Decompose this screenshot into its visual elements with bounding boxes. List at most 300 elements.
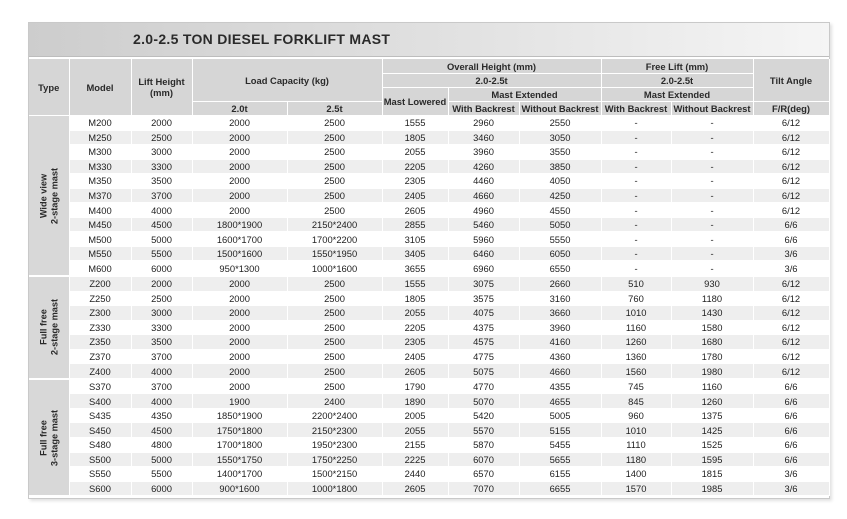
cell-free-with-backrest: -: [601, 174, 671, 189]
cell-tilt-angle: 6/12: [753, 174, 829, 189]
cell-load-25: 2500: [287, 174, 382, 189]
cell-tilt-angle: 6/6: [753, 423, 829, 438]
cell-mast-lowered: 2305: [382, 335, 448, 350]
cell-mast-lowered: 2605: [382, 481, 448, 496]
cell-without-backrest: 5155: [519, 423, 601, 438]
header-free-lift: Free Lift (mm): [601, 59, 753, 74]
cell-tilt-angle: 6/6: [753, 394, 829, 409]
cell-tilt-angle: 3/6: [753, 467, 829, 482]
header-load-capacity: Load Capacity (kg): [192, 59, 382, 102]
header-free-with-backrest: With Backrest: [601, 102, 671, 116]
title-bar: [29, 23, 829, 57]
cell-with-backrest: 4375: [448, 320, 519, 335]
cell-load-20: 1750*1800: [192, 423, 287, 438]
cell-model: Z370: [69, 349, 131, 364]
cell-mast-lowered: 2305: [382, 174, 448, 189]
cell-model: Z300: [69, 306, 131, 321]
group-label-line1: Wide view: [38, 173, 49, 218]
group-label-line1: Full free: [38, 419, 49, 456]
cell-load-25: 2500: [287, 159, 382, 174]
cell-free-with-backrest: 1560: [601, 364, 671, 379]
cell-tilt-angle: 6/12: [753, 335, 829, 350]
cell-without-backrest: 4050: [519, 174, 601, 189]
cell-free-with-backrest: 1010: [601, 423, 671, 438]
cell-load-25: 2500: [287, 291, 382, 306]
table-row: [29, 452, 829, 467]
cell-without-backrest: 3660: [519, 306, 601, 321]
cell-free-with-backrest: 1010: [601, 306, 671, 321]
cell-model: S400: [69, 394, 131, 409]
cell-without-backrest: 4660: [519, 364, 601, 379]
cell-free-with-backrest: 510: [601, 276, 671, 291]
cell-load-25: 2500: [287, 349, 382, 364]
table-row: [29, 364, 829, 379]
cell-free-without-backrest: 1430: [671, 306, 753, 321]
cell-mast-lowered: 2205: [382, 159, 448, 174]
cell-lift-height: 3000: [131, 306, 192, 321]
cell-mast-lowered: 2005: [382, 408, 448, 423]
cell-load-25: 2500: [287, 116, 382, 131]
group-label-line2: 3-stage mast: [48, 409, 59, 466]
cell-free-without-backrest: -: [671, 217, 753, 232]
cell-without-backrest: 6050: [519, 246, 601, 261]
cell-with-backrest: 4260: [448, 159, 519, 174]
cell-tilt-angle: 6/6: [753, 232, 829, 247]
cell-model: S500: [69, 452, 131, 467]
cell-free-without-backrest: -: [671, 203, 753, 218]
cell-lift-height: 3700: [131, 349, 192, 364]
table-header: [29, 59, 829, 116]
cell-with-backrest: 5960: [448, 232, 519, 247]
cell-tilt-angle: 6/12: [753, 130, 829, 145]
cell-tilt-angle: 6/6: [753, 408, 829, 423]
group-label-line2: 2-stage mast: [48, 299, 59, 356]
header-model: Model: [69, 59, 131, 116]
cell-with-backrest: 3460: [448, 130, 519, 145]
cell-free-with-backrest: -: [601, 145, 671, 160]
table-row: [29, 438, 829, 453]
cell-with-backrest: 3075: [448, 276, 519, 291]
cell-lift-height: 5000: [131, 232, 192, 247]
cell-lift-height: 5500: [131, 246, 192, 261]
cell-load-20: 2000: [192, 188, 287, 203]
cell-lift-height: 4000: [131, 203, 192, 218]
cell-load-20: 950*1300: [192, 261, 287, 276]
cell-free-with-backrest: 1400: [601, 467, 671, 482]
table-body: [29, 116, 829, 496]
table-row: [29, 276, 829, 291]
cell-with-backrest: 4460: [448, 174, 519, 189]
header-mast-lowered: [382, 88, 448, 116]
table-row: [29, 408, 829, 423]
cell-load-20: 1400*1700: [192, 467, 287, 482]
cell-load-25: 2500: [287, 276, 382, 291]
group-label: [29, 276, 69, 379]
cell-with-backrest: 5460: [448, 217, 519, 232]
cell-with-backrest: 5420: [448, 408, 519, 423]
header-lift-height: [131, 59, 192, 116]
cell-free-without-backrest: 1985: [671, 481, 753, 496]
cell-load-20: 2000: [192, 203, 287, 218]
cell-free-with-backrest: 1570: [601, 481, 671, 496]
cell-without-backrest: 4655: [519, 394, 601, 409]
cell-tilt-angle: 3/6: [753, 481, 829, 496]
cell-without-backrest: 5655: [519, 452, 601, 467]
cell-without-backrest: 3850: [519, 159, 601, 174]
cell-with-backrest: 5075: [448, 364, 519, 379]
cell-tilt-angle: 6/12: [753, 203, 829, 218]
cell-free-with-backrest: 1180: [601, 452, 671, 467]
header-free-sub: 2.0-2.5t: [601, 74, 753, 88]
cell-lift-height: 4000: [131, 394, 192, 409]
cell-mast-lowered: 2225: [382, 452, 448, 467]
cell-free-with-backrest: 745: [601, 379, 671, 394]
cell-free-without-backrest: -: [671, 174, 753, 189]
cell-lift-height: 4350: [131, 408, 192, 423]
cell-model: M600: [69, 261, 131, 276]
header-free-without-backrest: Without Backrest: [671, 102, 753, 116]
cell-without-backrest: 5050: [519, 217, 601, 232]
cell-lift-height: 3700: [131, 379, 192, 394]
cell-mast-lowered: 2855: [382, 217, 448, 232]
cell-load-25: 2500: [287, 145, 382, 160]
group-label-line1: Full free: [38, 309, 49, 346]
table-row: [29, 232, 829, 247]
cell-load-25: 2400: [287, 394, 382, 409]
table-row: [29, 188, 829, 203]
cell-load-20: 2000: [192, 379, 287, 394]
cell-free-with-backrest: -: [601, 159, 671, 174]
cell-load-25: 2200*2400: [287, 408, 382, 423]
cell-mast-lowered: 2055: [382, 306, 448, 321]
cell-with-backrest: 2960: [448, 116, 519, 131]
cell-load-20: 2000: [192, 159, 287, 174]
cell-load-25: 2500: [287, 364, 382, 379]
cell-load-25: 2500: [287, 203, 382, 218]
table-row: [29, 467, 829, 482]
cell-without-backrest: 5455: [519, 438, 601, 453]
cell-mast-lowered: 3655: [382, 261, 448, 276]
cell-without-backrest: 3050: [519, 130, 601, 145]
cell-load-20: 2000: [192, 145, 287, 160]
cell-tilt-angle: 6/12: [753, 320, 829, 335]
cell-tilt-angle: 3/6: [753, 246, 829, 261]
cell-load-20: 1700*1800: [192, 438, 287, 453]
cell-lift-height: 6000: [131, 481, 192, 496]
table-row: [29, 145, 829, 160]
cell-with-backrest: 4960: [448, 203, 519, 218]
cell-without-backrest: 3550: [519, 145, 601, 160]
cell-load-20: 1500*1600: [192, 246, 287, 261]
cell-free-with-backrest: -: [601, 188, 671, 203]
cell-tilt-angle: 6/12: [753, 116, 829, 131]
cell-with-backrest: 4775: [448, 349, 519, 364]
cell-free-without-backrest: 1815: [671, 467, 753, 482]
group-label-line2: 2-stage mast: [48, 167, 59, 224]
spec-sheet: [28, 22, 830, 499]
table-row: [29, 130, 829, 145]
cell-load-20: 1600*1700: [192, 232, 287, 247]
cell-mast-lowered: 2155: [382, 438, 448, 453]
cell-model: S600: [69, 481, 131, 496]
cell-free-with-backrest: -: [601, 130, 671, 145]
group-label-text: [38, 409, 59, 465]
header-mast-extended: Mast Extended: [448, 88, 601, 102]
cell-tilt-angle: 6/12: [753, 291, 829, 306]
cell-without-backrest: 4250: [519, 188, 601, 203]
cell-free-without-backrest: -: [671, 116, 753, 131]
cell-free-without-backrest: 930: [671, 276, 753, 291]
header-overall-sub: 2.0-2.5t: [382, 74, 601, 88]
cell-load-25: 1700*2200: [287, 232, 382, 247]
cell-with-backrest: 4770: [448, 379, 519, 394]
cell-load-25: 2500: [287, 335, 382, 350]
cell-free-without-backrest: -: [671, 145, 753, 160]
cell-without-backrest: 4355: [519, 379, 601, 394]
cell-mast-lowered: 2605: [382, 364, 448, 379]
cell-free-without-backrest: -: [671, 159, 753, 174]
mast-spec-table: [29, 59, 830, 496]
cell-model: M250: [69, 130, 131, 145]
cell-load-25: 2500: [287, 379, 382, 394]
cell-free-without-backrest: 1180: [671, 291, 753, 306]
cell-mast-lowered: 2605: [382, 203, 448, 218]
table-row: [29, 394, 829, 409]
table-row: [29, 349, 829, 364]
cell-without-backrest: 6155: [519, 467, 601, 482]
cell-lift-height: 3300: [131, 320, 192, 335]
cell-load-25: 2500: [287, 130, 382, 145]
cell-with-backrest: 5570: [448, 423, 519, 438]
cell-free-with-backrest: -: [601, 116, 671, 131]
cell-free-without-backrest: 1260: [671, 394, 753, 409]
cell-load-20: 1800*1900: [192, 217, 287, 232]
cell-model: M400: [69, 203, 131, 218]
cell-free-without-backrest: -: [671, 261, 753, 276]
cell-free-without-backrest: 1780: [671, 349, 753, 364]
cell-with-backrest: 6570: [448, 467, 519, 482]
cell-load-25: 1550*1950: [287, 246, 382, 261]
cell-tilt-angle: 6/6: [753, 379, 829, 394]
cell-with-backrest: 3575: [448, 291, 519, 306]
table-row: [29, 217, 829, 232]
cell-mast-lowered: 2405: [382, 349, 448, 364]
table-row: [29, 306, 829, 321]
table-row: [29, 203, 829, 218]
table-row: [29, 246, 829, 261]
cell-free-without-backrest: 1375: [671, 408, 753, 423]
cell-model: S370: [69, 379, 131, 394]
cell-model: M370: [69, 188, 131, 203]
cell-free-without-backrest: 1680: [671, 335, 753, 350]
cell-free-with-backrest: 845: [601, 394, 671, 409]
page-title: 2.0-2.5 TON DIESEL FORKLIFT MAST: [133, 31, 391, 47]
cell-lift-height: 4800: [131, 438, 192, 453]
cell-free-with-backrest: -: [601, 261, 671, 276]
cell-model: M330: [69, 159, 131, 174]
cell-without-backrest: 2660: [519, 276, 601, 291]
cell-lift-height: 4000: [131, 364, 192, 379]
cell-lift-height: 5000: [131, 452, 192, 467]
cell-lift-height: 3300: [131, 159, 192, 174]
cell-free-without-backrest: 1980: [671, 364, 753, 379]
cell-model: Z250: [69, 291, 131, 306]
table-row: [29, 116, 829, 131]
cell-without-backrest: 4160: [519, 335, 601, 350]
cell-model: M300: [69, 145, 131, 160]
cell-with-backrest: 6460: [448, 246, 519, 261]
cell-load-20: 2000: [192, 335, 287, 350]
cell-free-without-backrest: 1425: [671, 423, 753, 438]
cell-model: M500: [69, 232, 131, 247]
cell-without-backrest: 4360: [519, 349, 601, 364]
cell-model: M450: [69, 217, 131, 232]
cell-lift-height: 4500: [131, 217, 192, 232]
header-tilt-sub: F/R(deg): [753, 102, 829, 116]
header-free-mast-extended: Mast Extended: [601, 88, 753, 102]
cell-free-without-backrest: -: [671, 188, 753, 203]
header-tilt-angle: Tilt Angle: [753, 59, 829, 102]
cell-mast-lowered: 1805: [382, 130, 448, 145]
cell-with-backrest: 6070: [448, 452, 519, 467]
cell-tilt-angle: 6/6: [753, 452, 829, 467]
cell-free-without-backrest: 1160: [671, 379, 753, 394]
cell-free-with-backrest: 960: [601, 408, 671, 423]
cell-with-backrest: 4575: [448, 335, 519, 350]
group-label: [29, 116, 69, 277]
cell-lift-height: 3000: [131, 145, 192, 160]
table-row: [29, 423, 829, 438]
cell-tilt-angle: 6/12: [753, 145, 829, 160]
header-load-25: 2.5t: [287, 102, 382, 116]
cell-lift-height: 2500: [131, 130, 192, 145]
cell-without-backrest: 6550: [519, 261, 601, 276]
cell-model: S435: [69, 408, 131, 423]
cell-free-with-backrest: -: [601, 203, 671, 218]
cell-load-20: 2000: [192, 130, 287, 145]
cell-with-backrest: 7070: [448, 481, 519, 496]
cell-load-20: 2000: [192, 116, 287, 131]
cell-free-with-backrest: 1260: [601, 335, 671, 350]
cell-mast-lowered: 3405: [382, 246, 448, 261]
cell-with-backrest: 4660: [448, 188, 519, 203]
header-overall-height: Overall Height (mm): [382, 59, 601, 74]
cell-load-20: 900*1600: [192, 481, 287, 496]
cell-mast-lowered: 2440: [382, 467, 448, 482]
cell-mast-lowered: 1890: [382, 394, 448, 409]
cell-lift-height: 3500: [131, 174, 192, 189]
cell-lift-height: 3700: [131, 188, 192, 203]
cell-model: Z200: [69, 276, 131, 291]
cell-free-with-backrest: -: [601, 246, 671, 261]
table-row: [29, 291, 829, 306]
header-without-backrest: Without Backrest: [519, 102, 601, 116]
cell-with-backrest: 6960: [448, 261, 519, 276]
cell-model: S550: [69, 467, 131, 482]
table-row: [29, 174, 829, 189]
cell-lift-height: 5500: [131, 467, 192, 482]
cell-load-25: 1750*2250: [287, 452, 382, 467]
cell-mast-lowered: 1805: [382, 291, 448, 306]
cell-without-backrest: 6655: [519, 481, 601, 496]
cell-model: Z400: [69, 364, 131, 379]
cell-load-20: 1850*1900: [192, 408, 287, 423]
table-row: [29, 335, 829, 350]
cell-with-backrest: 4075: [448, 306, 519, 321]
cell-lift-height: 2500: [131, 291, 192, 306]
cell-model: M550: [69, 246, 131, 261]
cell-load-25: 2150*2300: [287, 423, 382, 438]
cell-free-without-backrest: 1525: [671, 438, 753, 453]
cell-load-25: 1000*1600: [287, 261, 382, 276]
cell-without-backrest: 5550: [519, 232, 601, 247]
cell-model: S450: [69, 423, 131, 438]
cell-lift-height: 3500: [131, 335, 192, 350]
cell-free-with-backrest: -: [601, 232, 671, 247]
cell-load-25: 1000*1800: [287, 481, 382, 496]
cell-tilt-angle: 6/12: [753, 276, 829, 291]
cell-free-without-backrest: 1595: [671, 452, 753, 467]
cell-load-20: 2000: [192, 364, 287, 379]
header-mast-lowered-text: Mast Lowered: [383, 96, 447, 107]
cell-tilt-angle: 6/12: [753, 364, 829, 379]
cell-load-25: 2500: [287, 188, 382, 203]
cell-model: Z330: [69, 320, 131, 335]
cell-mast-lowered: 2055: [382, 423, 448, 438]
cell-model: M200: [69, 116, 131, 131]
cell-without-backrest: 4550: [519, 203, 601, 218]
header-load-20: 2.0t: [192, 102, 287, 116]
cell-lift-height: 4500: [131, 423, 192, 438]
cell-load-25: 2150*2400: [287, 217, 382, 232]
cell-model: S480: [69, 438, 131, 453]
header-lift-height-text: Lift Height (mm): [138, 76, 185, 98]
cell-mast-lowered: 3105: [382, 232, 448, 247]
group-label-text: [38, 299, 59, 355]
cell-model: M350: [69, 174, 131, 189]
cell-load-20: 1550*1750: [192, 452, 287, 467]
cell-with-backrest: 5070: [448, 394, 519, 409]
cell-free-with-backrest: 1360: [601, 349, 671, 364]
cell-mast-lowered: 2205: [382, 320, 448, 335]
cell-tilt-angle: 6/12: [753, 188, 829, 203]
cell-mast-lowered: 2405: [382, 188, 448, 203]
cell-without-backrest: 3160: [519, 291, 601, 306]
cell-mast-lowered: 1555: [382, 276, 448, 291]
cell-with-backrest: 5870: [448, 438, 519, 453]
header-with-backrest: With Backrest: [448, 102, 519, 116]
cell-without-backrest: 3960: [519, 320, 601, 335]
cell-with-backrest: 3960: [448, 145, 519, 160]
cell-tilt-angle: 3/6: [753, 261, 829, 276]
table-row: [29, 379, 829, 394]
cell-load-20: 1900: [192, 394, 287, 409]
cell-tilt-angle: 6/12: [753, 306, 829, 321]
cell-mast-lowered: 1555: [382, 116, 448, 131]
table-row: [29, 261, 829, 276]
cell-free-without-backrest: -: [671, 130, 753, 145]
cell-free-with-backrest: 1160: [601, 320, 671, 335]
cell-free-with-backrest: 1110: [601, 438, 671, 453]
cell-mast-lowered: 2055: [382, 145, 448, 160]
cell-lift-height: 2000: [131, 116, 192, 131]
cell-load-25: 2500: [287, 306, 382, 321]
cell-load-20: 2000: [192, 349, 287, 364]
cell-free-without-backrest: 1580: [671, 320, 753, 335]
cell-load-25: 2500: [287, 320, 382, 335]
cell-load-20: 2000: [192, 306, 287, 321]
table-row: [29, 481, 829, 496]
